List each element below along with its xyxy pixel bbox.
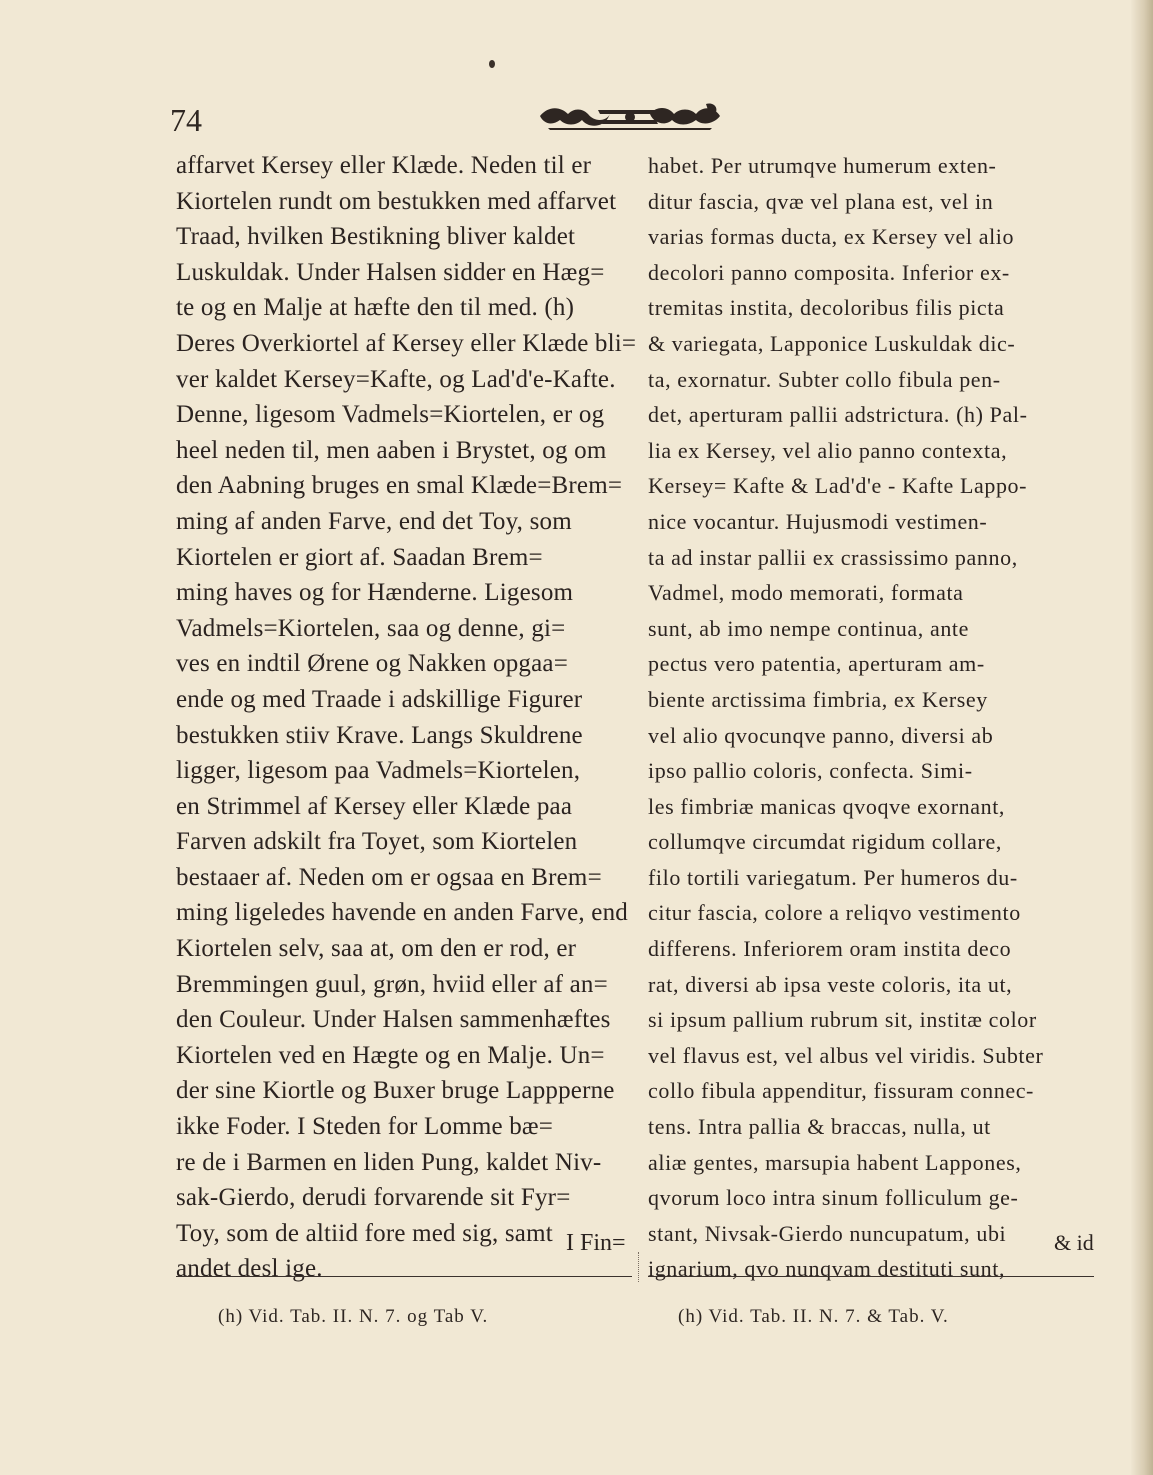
text-line: Kiortelen ved en Hægte og en Malje. Un=: [176, 1041, 605, 1069]
text-line: der sine Kiortle og Buxer bruge Lappperne: [176, 1077, 615, 1105]
text-line: affarvet Kersey eller Klæde. Neden til er: [176, 152, 592, 179]
text-line: ligger, ligesom paa Vadmels=Kiortelen,: [176, 757, 581, 785]
column-divider: [638, 1252, 639, 1282]
text-line: den Couleur. Under Halsen sammenhæftes: [176, 1006, 611, 1034]
text-line: lia ex Kersey, vel alio panno contexta,: [648, 437, 1008, 463]
text-line: habet. Per utrumqve humerum exten-: [648, 153, 997, 178]
catchword-left: I Fin=: [566, 1230, 626, 1256]
text-line: ver kaldet Kersey=Kafte, og Lad'd'e-Kafte.: [176, 365, 616, 393]
text-line: sak-Gierdo, derudi forvarende sit Fyr=: [176, 1184, 571, 1212]
footnote-rule-left: [176, 1276, 632, 1277]
text-line: Traad, hvilken Bestikning bliver kaldet: [176, 223, 576, 251]
text-line: pectus vero patentia, aperturam am-: [648, 651, 985, 677]
text-line: ta, exornatur. Subter collo fibula pen-: [648, 366, 1001, 392]
footnote-right: (h) Vid. Tab. II. N. 7. & Tab. V.: [678, 1306, 949, 1327]
text-line: varias formas ducta, ex Kersey vel alio: [648, 224, 1015, 250]
text-line: ende og med Traade i adskillige Figurer: [176, 685, 583, 713]
text-line: bestukken stiiv Krave. Langs Skuldrene: [176, 721, 583, 749]
text-line: Farven adskilt fra Toyet, som Kiortelen: [176, 828, 578, 856]
text-line: tens. Intra pallia & braccas, nulla, ut: [648, 1114, 991, 1140]
text-line: den Aabning bruges en smal Klæde=Brem=: [176, 472, 623, 500]
text-line: Toy, som de altiid fore med sig, samt: [176, 1219, 553, 1247]
text-line: Kiortelen rundt om bestukken med affarvet: [176, 187, 617, 215]
text-line: rat, diversi ab ipsa veste coloris, ita ut,: [648, 971, 1013, 997]
footnote-left: (h) Vid. Tab. II. N. 7. og Tab V.: [218, 1306, 489, 1327]
text-line: ming haves og for Hænderne. Ligesom: [176, 579, 574, 607]
text-line: collo fibula appenditur, fissuram connec-: [648, 1078, 1034, 1104]
page-number: 74: [170, 102, 202, 138]
text-line: filo tortili variegatum. Per humeros du-: [648, 864, 1018, 890]
text-line: sunt, ab imo nempe continua, ante: [648, 615, 969, 641]
text-line: citur fascia, colore a reliqvo vestimento: [648, 900, 1021, 926]
text-line: biente arctissima fimbria, ex Kersey: [648, 686, 988, 712]
text-line: Kiortelen er giort af. Saadan Brem=: [176, 543, 543, 571]
text-line: & variegata, Lapponice Luskuldak dic-: [648, 330, 1016, 356]
text-line: bestaaer af. Neden om er ogsaa en Brem=: [176, 863, 602, 891]
text-line: tremitas instita, decoloribus filis picta: [648, 295, 1005, 321]
text-line: ignarium, qvo nunqvam destituti sunt,: [648, 1256, 1006, 1282]
text-line: Vadmel, modo memorati, formata: [648, 580, 964, 606]
text-line: Bremmingen guul, grøn, hviid eller af an=: [176, 970, 608, 998]
text-line: ipso pallio coloris, confecta. Simi-: [648, 758, 973, 784]
text-line: ves en indtil Ørene og Nakken opgaa=: [176, 650, 569, 678]
text-line: ming af anden Farve, end det Toy, som: [176, 507, 572, 535]
text-line: differens. Inferiorem oram instita deco: [648, 936, 1012, 962]
footnote-rule-right: [648, 1276, 1094, 1277]
text-line: Kersey= Kafte & Lad'd'e - Kafte Lappo-: [648, 473, 1028, 499]
text-line: Kiortelen selv, saa at, om den er rod, er: [176, 935, 577, 963]
text-line: andet desl ige.: [176, 1255, 323, 1283]
text-line: les fimbriæ manicas qvoqve exornant,: [648, 793, 1006, 819]
text-line: decolori panno composita. Inferior ex-: [648, 259, 1010, 285]
left-column-danish: [176, 148, 637, 1287]
text-line: collumqve circumdat rigidum collare,: [648, 829, 1002, 855]
text-line: re de i Barmen en liden Pung, kaldet Niv-: [176, 1148, 602, 1176]
text-line: det, aperturam pallii adstrictura. (h) Pal-: [648, 402, 1028, 428]
right-column-latin: [648, 148, 1094, 1287]
text-line: ta ad instar pallii ex crassissimo panno,: [648, 544, 1018, 570]
catchword-right: & id: [1054, 1230, 1094, 1255]
text-line: ikke Foder. I Steden for Lomme bæ=: [176, 1113, 554, 1141]
text-line: en Strimmel af Kersey eller Klæde paa: [176, 792, 573, 820]
text-line: Denne, ligesom Vadmels=Kiortelen, er og: [176, 401, 605, 429]
text-line: si ipsum pallium rubrum sit, institæ color: [648, 1007, 1037, 1033]
text-line: nice vocantur. Hujusmodi vestimen-: [648, 508, 988, 534]
text-line: stant, Nivsak-Gierdo nuncupatum, ubi: [648, 1220, 1007, 1246]
text-line: Vadmels=Kiortelen, saa og denne, gi=: [176, 614, 566, 642]
text-line: vel flavus est, vel albus vel viridis. Subter: [648, 1042, 1044, 1068]
text-line: aliæ gentes, marsupia habent Lappones,: [648, 1149, 1022, 1175]
text-line: qvorum loco intra sinum folliculum ge-: [648, 1185, 1019, 1211]
text-line: ming ligeledes havende en anden Farve, end: [176, 899, 628, 927]
page-edge: [1131, 0, 1153, 1475]
text-line: Deres Overkiortel af Kersey eller Klæde bli=: [176, 329, 637, 357]
text-line: heel neden til, men aaben i Brystet, og om: [176, 436, 607, 464]
text-line: vel alio qvocunqve panno, diversi ab: [648, 722, 994, 748]
ink-speck: [489, 60, 495, 68]
decorative-ornament: [538, 100, 722, 132]
text-line: ditur fascia, qvæ vel plana est, vel in: [648, 188, 994, 214]
text-line: Luskuldak. Under Halsen sidder en Hæg=: [176, 258, 605, 286]
text-line: te og en Malje at hæfte den til med. (h): [176, 294, 575, 322]
